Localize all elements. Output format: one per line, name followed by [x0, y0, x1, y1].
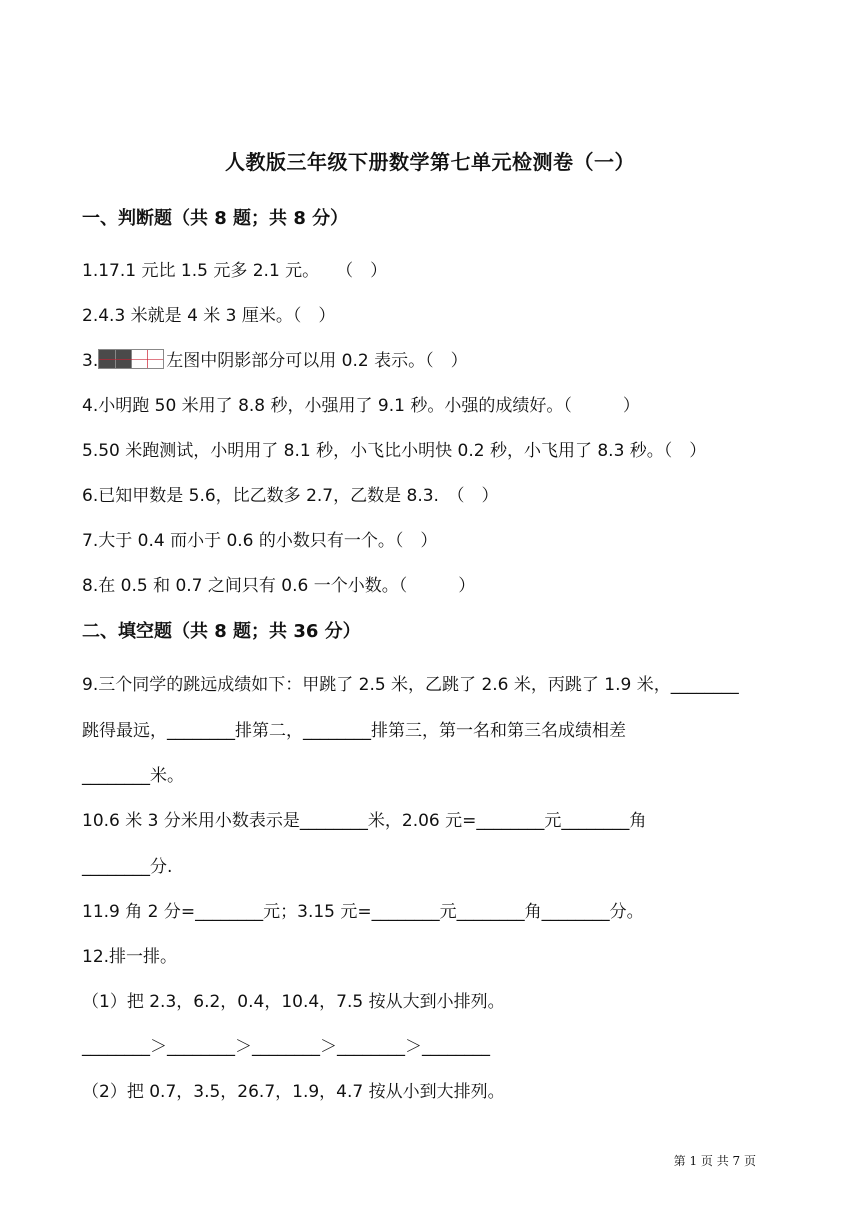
- question-4: 4.小明跑 50 米用了 8.8 秒，小强用了 9.1 秒。小强的成绩好。（ ）: [82, 396, 640, 416]
- question-7: 7.大于 0.4 而小于 0.6 的小数只有一个。（ ）: [82, 531, 438, 551]
- question-12-part-1-answer-blanks: ________＞________＞________＞________＞________: [82, 1037, 490, 1057]
- page-footer: 第 1 页 共 7 页: [673, 1154, 756, 1168]
- question-8: 8.在 0.5 和 0.7 之间只有 0.6 一个小数。（ ）: [82, 576, 476, 596]
- question-2: 2.4.3 米就是 4 米 3 厘米。（ ）: [82, 306, 336, 326]
- question-11: 11.9 角 2 分=________元；3.15 元=________元________角________分。: [82, 902, 644, 922]
- question-3-number: 3.: [82, 351, 99, 371]
- question-9-line-3: ________米。: [82, 766, 184, 786]
- question-12: 12.排一排。: [82, 947, 178, 967]
- section-heading-fill-in: 二、填空题（共 8 题；共 36 分）: [82, 621, 361, 642]
- shaded-grid-figure: [98, 349, 164, 369]
- question-1: 1.17.1 元比 1.5 元多 2.1 元。 （ ）: [82, 261, 388, 281]
- page-title: 人教版三年级下册数学第七单元检测卷（一）: [225, 150, 635, 174]
- question-9-line-2: 跳得最远，________排第二，________排第三，第一名和第三名成绩相差: [82, 721, 626, 741]
- question-12-part-2: （2）把 0.7，3.5，26.7，1.9，4.7 按从小到大排列。: [82, 1082, 505, 1102]
- question-6: 6.已知甲数是 5.6，比乙数多 2.7，乙数是 8.3. （ ）: [82, 486, 499, 506]
- question-5: 5.50 米跑测试，小明用了 8.1 秒，小飞比小明快 0.2 秒，小飞用了 8.3 秒。（ ）: [82, 441, 707, 461]
- question-3-text: 左图中阴影部分可以用 0.2 表示。（ ）: [166, 351, 468, 371]
- question-3: [82, 346, 468, 371]
- question-10-line-2: ________分.: [82, 857, 173, 877]
- question-9-line-1: 9.三个同学的跳远成绩如下：甲跳了 2.5 米，乙跳了 2.6 米，丙跳了 1.9 米，________: [82, 675, 739, 695]
- question-12-part-1: （1）把 2.3，6.2，0.4，10.4，7.5 按从大到小排列。: [82, 992, 505, 1012]
- section-heading-judgement: 一、判断题（共 8 题；共 8 分）: [82, 208, 349, 229]
- question-10-line-1: 10.6 米 3 分米用小数表示是________米，2.06 元=________元________角: [82, 811, 647, 831]
